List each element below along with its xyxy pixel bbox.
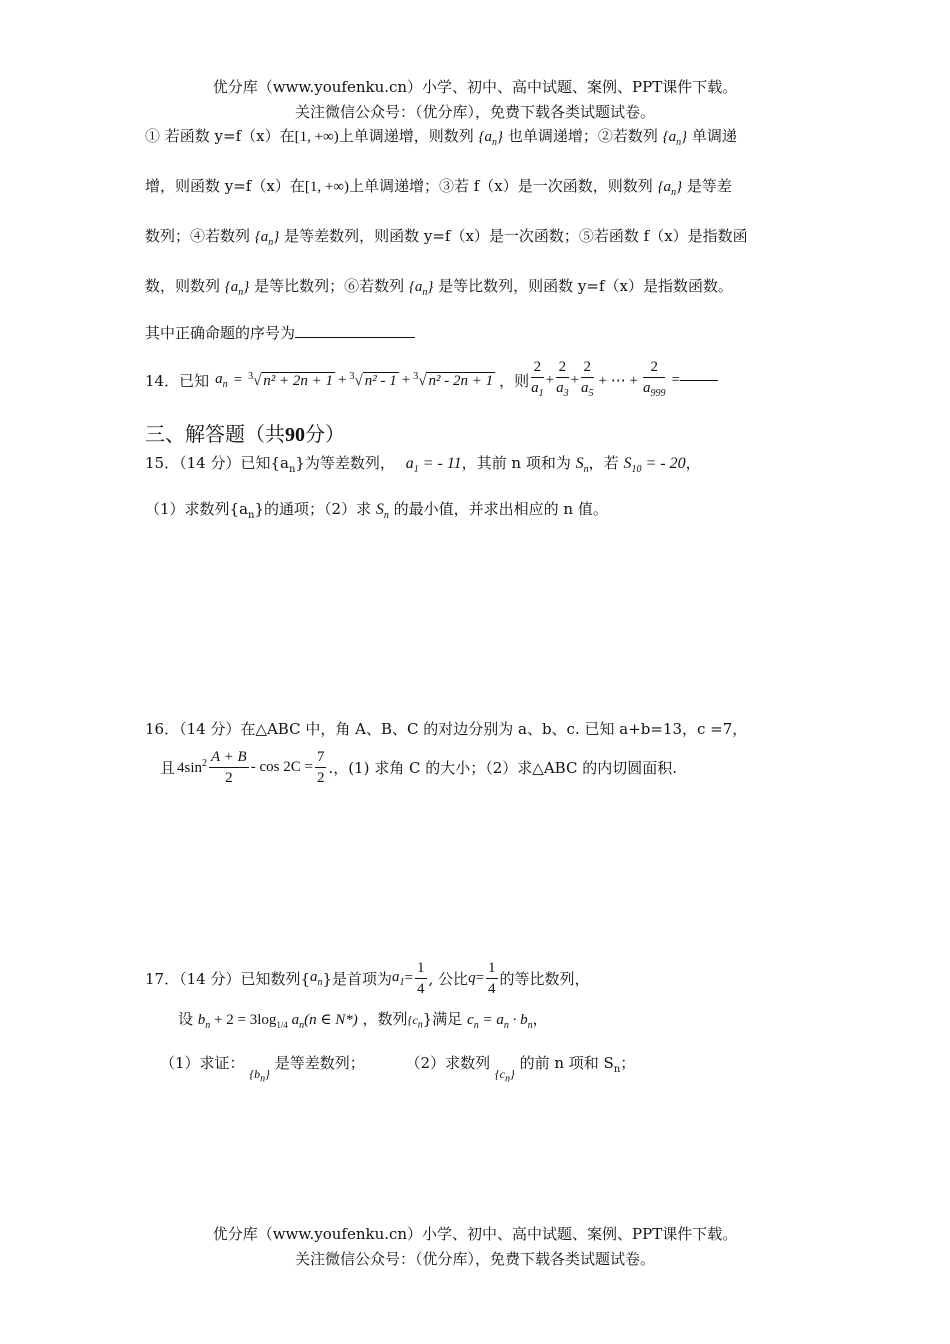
text: ① 若函数 y=f（x）在 bbox=[145, 127, 295, 145]
equals: = bbox=[671, 371, 680, 388]
text: 是等比数列；⑥若数列 bbox=[254, 277, 405, 295]
plus: + bbox=[570, 371, 580, 388]
interval: [1, +∞) bbox=[294, 129, 339, 145]
a1-symbol: $a_1$ bbox=[392, 968, 405, 988]
text: 增，则函数 y=f（x）在 bbox=[145, 177, 305, 195]
a1-equation: $a_1$ = - 11 bbox=[405, 455, 462, 476]
text: 也单调递增；②若数列 bbox=[507, 127, 658, 145]
fraction-2-a3: $\frac{2}{a_3}$ bbox=[556, 358, 569, 399]
seq-an: $\{a_n\}$ bbox=[408, 279, 434, 298]
answer-blank[interactable] bbox=[680, 370, 718, 381]
text: 上单调递增；③若 f（x）是一次函数，则数列 bbox=[348, 177, 653, 195]
fraction-2-a999: $\frac{2}{a_{999}}$ bbox=[642, 358, 666, 399]
footer-line-2: 关注微信公众号：（优分库），免费下载各类试题试卷。 bbox=[294, 1250, 655, 1268]
cn-definition: $c_n = a_n \cdot b_n$ bbox=[467, 1012, 533, 1031]
an-symbol: $a_n$ bbox=[310, 968, 323, 988]
seq-an: $\{a_n\}$ bbox=[224, 279, 250, 298]
q17-line-1: 17．（14 分）已知数列{ $a_n$ }是首项为 $a_1$ = $\frac{1}{4}$ , 公比 q = $\frac{1}{4}$ 的等比数列， bbox=[145, 959, 590, 997]
equals: = bbox=[233, 371, 243, 388]
seq-an: $\{a_n\}$ bbox=[662, 129, 688, 148]
q13-line-1 bbox=[145, 125, 737, 148]
q16-line-2: 且 $4\sin^2$ $\frac{A + B}{2}$ - cos 2C = $\frac{7}{2}$ .，(1) 求角 C 的大小；（2）求△ABC 的内切圆面积. bbox=[160, 748, 677, 786]
section-3-title: 三、解答题（共90分） bbox=[145, 422, 345, 446]
plus: + bbox=[545, 371, 555, 388]
text: 数列；④若数列 bbox=[145, 227, 251, 245]
text: 是等差数列，则函数 y=f（x）是一次函数；⑤若函数 f（x）是指数函 bbox=[284, 227, 748, 245]
text: 上单调递增，则数列 bbox=[338, 127, 474, 145]
Sn-symbol: $S_n$ bbox=[575, 455, 589, 476]
text: 是等比数列，则函数 y=f（x）是指数函数。 bbox=[438, 277, 733, 295]
q14-line bbox=[145, 354, 718, 406]
then-text: ，则 bbox=[499, 371, 530, 390]
q13-line-2 bbox=[145, 175, 732, 198]
seq-an: $\{a_n\}$ bbox=[657, 179, 683, 198]
q-symbol: q bbox=[468, 969, 476, 986]
S10-equation: $S_{10}$ = - 20 bbox=[623, 455, 686, 476]
cos-term: - cos 2C = bbox=[250, 758, 313, 775]
bn-set: {bn} bbox=[249, 1067, 270, 1085]
log-base: 1/4 bbox=[276, 1020, 288, 1030]
q16-line-1: 16．（14 分）在△ABC 中，角 A、B、C 的对边分别为 a、b、c. 已知 a+b=13，c =7， bbox=[145, 720, 748, 738]
q15-line-2: （1）求数列$\{a_n\}$的通项；（2）求 $S_n$ 的最小值，并求出相应的 n 值。 bbox=[145, 500, 608, 522]
q15-line-1: 15．（14 分）已知$\{a_n\}$为等差数列， $a_1$ = - 11，其前 n 项和为 $S_n$，若 $S_{10}$ = - 20， bbox=[145, 454, 701, 476]
cn-set: {cn} bbox=[494, 1067, 515, 1085]
text: 是等差 bbox=[686, 177, 732, 195]
header-line-2: 关注微信公众号：（优分库），免费下载各类试题试卷。 bbox=[294, 103, 655, 121]
fraction-AB-over-2: $\frac{A + B}{2}$ bbox=[211, 748, 247, 786]
q14-label: 14．已知 bbox=[145, 371, 210, 390]
fraction-1-over-4: $\frac{1}{4}$ bbox=[417, 959, 425, 997]
cube-root-1: $^3$√ n² + 2n + 1 bbox=[248, 370, 334, 389]
plus: + bbox=[401, 371, 411, 388]
sin-term: $4\sin^2$ bbox=[177, 757, 208, 776]
fraction-2-a1: $\frac{2}{a_1}$ bbox=[531, 358, 544, 399]
bn-symbol: $b_n$ bbox=[197, 1012, 211, 1031]
q17-line-2: 设 $b_n + 2 = 3\log_{1/4}$ $a_n(n$ ∈ N*) ，数列$\{c_n\}$满足 $c_n = a_n \cdot b_n$， bbox=[178, 1010, 548, 1031]
answer-blank[interactable] bbox=[295, 323, 415, 338]
interval: [1, +∞) bbox=[304, 179, 349, 195]
q13-line-5 bbox=[145, 322, 415, 343]
text: 数，则数列 bbox=[145, 277, 221, 295]
Sn-symbol: $S_n$ bbox=[375, 501, 389, 522]
cube-root-2: $^3$√ n² - 1 bbox=[349, 370, 397, 389]
cn-set: {$c_n$ bbox=[407, 1013, 423, 1031]
text: 其中正确命题的序号为 bbox=[145, 324, 296, 342]
seq-an: $\{a_n\}$ bbox=[254, 229, 280, 248]
fraction-7-over-2: $\frac{7}{2}$ bbox=[316, 748, 325, 786]
q13-line-4 bbox=[145, 275, 733, 298]
cube-root-3: $^3$√ n² - 2n + 1 bbox=[413, 370, 494, 389]
fraction-2-a5: $\frac{2}{a_5}$ bbox=[581, 358, 594, 399]
footer-line-1: 优分库（www.youfenku.cn）小学、初中、高中试题、案例、PPT课件下载。 bbox=[212, 1225, 738, 1243]
an-symbol: $a_n$ bbox=[215, 370, 228, 390]
seq-an: $\{a_n\}$ bbox=[478, 129, 504, 148]
q17-line-3: （1）求证： $_{\{b_n\}}$ 是等差数列； （2）求数列 $_{\{c_n\}}$ 的前 n 项和 $S_n$； bbox=[160, 1054, 636, 1085]
plus: + bbox=[338, 371, 347, 388]
fraction-1-over-4: $\frac{1}{4}$ bbox=[488, 959, 496, 997]
header-line-1: 优分库（www.youfenku.cn）小学、初中、高中试题、案例、PPT课件下载。 bbox=[212, 78, 738, 96]
ellipsis-sum: + ⋯ + bbox=[598, 372, 638, 389]
text: 单调递 bbox=[691, 127, 737, 145]
q13-line-3 bbox=[145, 225, 748, 248]
